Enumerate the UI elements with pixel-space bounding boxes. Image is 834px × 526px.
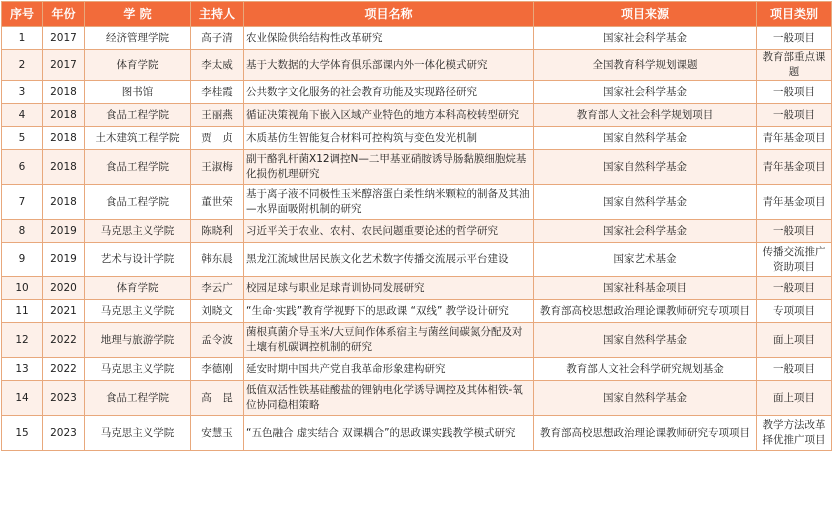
table-row [2,81,832,104]
cell-college: 土木建筑工程学院 [85,127,191,150]
cell-year: 2021 [43,300,85,323]
cell-name: 公共数字文化服务的社会教育功能及实现路径研究 [244,81,534,104]
cell-year: 2022 [43,323,85,358]
table-row [2,50,832,81]
cell-no: 15 [2,416,43,451]
cell-name: 木质基仿生智能复合材料可控构筑与变色发光机制 [244,127,534,150]
cell-college: 食品工程学院 [85,150,191,185]
cell-no: 14 [2,381,43,416]
cell-source: 国家自然科学基金 [534,381,757,416]
table-row [2,323,832,358]
cell-year: 2023 [43,416,85,451]
cell-college: 马克思主义学院 [85,300,191,323]
cell-no: 13 [2,358,43,381]
cell-source: 国家自然科学基金 [534,185,757,220]
cell-host: 韩东晨 [191,243,244,277]
cell-category: 一般项目 [757,358,832,381]
cell-category: 专项项目 [757,300,832,323]
cell-source: 全国教育科学规划课题 [534,50,757,81]
header-name: 项目名称 [244,2,534,27]
header-host: 主持人 [191,2,244,27]
cell-source: 国家社会科学基金 [534,220,757,243]
cell-category: 面上项目 [757,381,832,416]
cell-host: 王淑梅 [191,150,244,185]
cell-no: 8 [2,220,43,243]
table-row [2,243,832,277]
cell-category: 一般项目 [757,220,832,243]
cell-host: 李云广 [191,277,244,300]
cell-name: 低值双活性铁基硅酸盐的锂钠电化学诱导调控及其体相铁-氧位协同稳相策略 [244,381,534,416]
cell-category: 一般项目 [757,277,832,300]
cell-no: 6 [2,150,43,185]
cell-name: 黑龙江流域世居民族文化艺术数字传播交流展示平台建设 [244,243,534,277]
cell-host: 李太威 [191,50,244,81]
cell-no: 7 [2,185,43,220]
header-source: 项目来源 [534,2,757,27]
cell-no: 9 [2,243,43,277]
cell-host: 董世荣 [191,185,244,220]
cell-host: 孟令波 [191,323,244,358]
cell-name: 循证决策视角下嵌入区域产业特色的地方本科高校转型研究 [244,104,534,127]
cell-source: 教育部高校思想政治理论课教师研究专项项目 [534,300,757,323]
cell-name: “生命·实践”教育学视野下的思政课 “双线” 教学设计研究 [244,300,534,323]
table-row [2,27,832,50]
header-year: 年份 [43,2,85,27]
cell-year: 2018 [43,127,85,150]
cell-college: 体育学院 [85,277,191,300]
table-row [2,277,832,300]
cell-no: 5 [2,127,43,150]
header-college: 学 院 [85,2,191,27]
cell-college: 艺术与设计学院 [85,243,191,277]
cell-year: 2020 [43,277,85,300]
cell-year: 2019 [43,220,85,243]
header-category: 项目类别 [757,2,832,27]
cell-college: 图书馆 [85,81,191,104]
header-row [2,2,832,27]
cell-category: 青年基金项目 [757,150,832,185]
table-row [2,104,832,127]
cell-year: 2018 [43,185,85,220]
cell-source: 国家社会科学基金 [534,81,757,104]
cell-host: 李德刚 [191,358,244,381]
cell-name: 副干酪乳杆菌X12调控N—二甲基亚硝胺诱导肠黏膜细胞烷基化损伤机理研究 [244,150,534,185]
cell-year: 2023 [43,381,85,416]
table-row [2,381,832,416]
cell-name: 基于离子液不同极性玉米醇溶蛋白柔性纳米颗粒的制备及其油—水界面吸附机制的研究 [244,185,534,220]
cell-name: 基于大数据的大学体育俱乐部课内外一体化模式研究 [244,50,534,81]
table-row [2,150,832,185]
table-row [2,300,832,323]
cell-host: 李桂霞 [191,81,244,104]
cell-host: 高 昆 [191,381,244,416]
cell-host: 高子清 [191,27,244,50]
table-row [2,358,832,381]
cell-name: 农业保险供给结构性改革研究 [244,27,534,50]
cell-name: 菌根真菌介导玉米/大豆间作体系宿主与菌丝间碳氮分配及对土壤有机碳调控机制的研究 [244,323,534,358]
cell-source: 教育部人文社会科学研究规划基金 [534,358,757,381]
cell-no: 12 [2,323,43,358]
cell-source: 国家社会科学基金 [534,27,757,50]
cell-year: 2019 [43,243,85,277]
cell-category: 一般项目 [757,104,832,127]
cell-category: 面上项目 [757,323,832,358]
cell-college: 食品工程学院 [85,381,191,416]
cell-host: 王丽燕 [191,104,244,127]
cell-no: 3 [2,81,43,104]
cell-college: 马克思主义学院 [85,358,191,381]
cell-year: 2018 [43,104,85,127]
cell-year: 2017 [43,27,85,50]
cell-year: 2018 [43,81,85,104]
cell-no: 1 [2,27,43,50]
cell-year: 2018 [43,150,85,185]
cell-name: 延安时期中国共产党自我革命形象建构研究 [244,358,534,381]
table-row [2,185,832,220]
cell-category: 一般项目 [757,81,832,104]
table-row [2,416,832,451]
cell-name: “五色融合 虚实结合 双课耦合”的思政课实践教学模式研究 [244,416,534,451]
cell-college: 食品工程学院 [85,104,191,127]
cell-category: 教学方法改革择优推广项目 [757,416,832,451]
cell-category: 一般项目 [757,27,832,50]
cell-category: 传播交流推广资助项目 [757,243,832,277]
cell-college: 经济管理学院 [85,27,191,50]
cell-host: 陈晓利 [191,220,244,243]
cell-source: 教育部人文社会科学规划项目 [534,104,757,127]
cell-category: 教育部重点课题 [757,50,832,81]
cell-category: 青年基金项目 [757,185,832,220]
projects-table [1,1,832,451]
cell-name: 习近平关于农业、农村、农民问题重要论述的哲学研究 [244,220,534,243]
cell-host: 刘晓文 [191,300,244,323]
cell-year: 2017 [43,50,85,81]
cell-source: 国家自然科学基金 [534,127,757,150]
cell-category: 青年基金项目 [757,127,832,150]
cell-college: 体育学院 [85,50,191,81]
cell-source: 国家自然科学基金 [534,323,757,358]
cell-no: 10 [2,277,43,300]
table-row [2,127,832,150]
cell-no: 4 [2,104,43,127]
cell-host: 贾 贞 [191,127,244,150]
cell-source: 国家社科基金项目 [534,277,757,300]
cell-host: 安慧玉 [191,416,244,451]
cell-college: 马克思主义学院 [85,416,191,451]
header-no: 序号 [2,2,43,27]
cell-no: 11 [2,300,43,323]
cell-source: 国家艺术基金 [534,243,757,277]
cell-college: 地理与旅游学院 [85,323,191,358]
cell-no: 2 [2,50,43,81]
cell-year: 2022 [43,358,85,381]
table-row [2,220,832,243]
cell-source: 国家自然科学基金 [534,150,757,185]
cell-college: 食品工程学院 [85,185,191,220]
cell-source: 教育部高校思想政治理论课教师研究专项项目 [534,416,757,451]
cell-name: 校园足球与职业足球青训协同发展研究 [244,277,534,300]
cell-college: 马克思主义学院 [85,220,191,243]
